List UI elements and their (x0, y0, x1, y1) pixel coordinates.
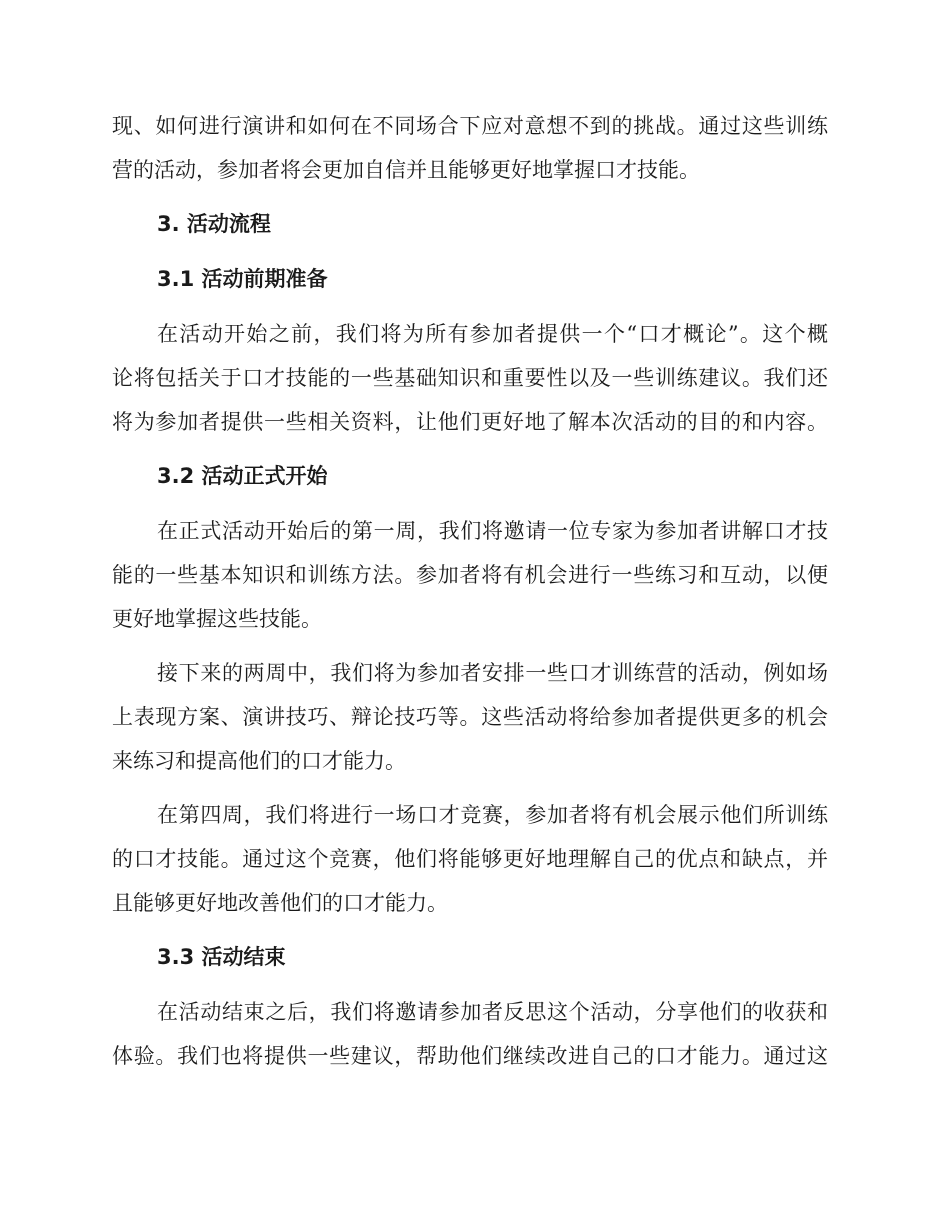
paragraph-line: 能的一些基本知识和训练方法。参加者将有机会进行一些练习和互动，以便 (112, 563, 828, 587)
paragraph-line: 的口才技能。通过这个竞赛，他们将能够更好地理解自己的优点和缺点，并 (112, 847, 828, 871)
paragraph-line: 上表现方案、演讲技巧、辩论技巧等。这些活动将给参加者提供更多的机会 (112, 705, 828, 729)
paragraph-line: 在活动结束之后，我们将邀请参加者反思这个活动，分享他们的收获和 (157, 1000, 828, 1024)
paragraph-3-3-1 (112, 990, 828, 1078)
paragraph-3-2-2 (112, 651, 828, 783)
paragraph-line: 接下来的两周中，我们将为参加者安排一些口才训练营的活动，例如场 (157, 661, 828, 685)
intro-paragraph (112, 104, 828, 192)
paragraph-line: 在活动开始之前，我们将为所有参加者提供一个“口才概论”。这个概 (157, 322, 828, 346)
section-heading-3: 3. 活动流程 (157, 212, 271, 236)
subsection-heading-3-3: 3.3 活动结束 (157, 945, 286, 969)
paragraph-3-2-3 (112, 793, 828, 925)
paragraph-line: 将为参加者提供一些相关资料，让他们更好地了解本次活动的目的和内容。 (112, 410, 828, 434)
paragraph-line: 现、如何进行演讲和如何在不同场合下应对意想不到的挑战。通过这些训练 (112, 114, 828, 138)
paragraph-line: 营的活动，参加者将会更加自信并且能够更好地掌握口才技能。 (112, 158, 700, 182)
paragraph-line: 来练习和提高他们的口才能力。 (112, 749, 406, 773)
paragraph-line: 且能够更好地改善他们的口才能力。 (112, 891, 448, 915)
paragraph-line: 体验。我们也将提供一些建议，帮助他们继续改进自己的口才能力。通过这 (112, 1044, 828, 1068)
document-page (112, 104, 828, 1088)
paragraph-3-1-1 (112, 312, 828, 444)
subsection-heading-3-1: 3.1 活动前期准备 (157, 267, 328, 291)
paragraph-3-2-1 (112, 509, 828, 641)
paragraph-line: 更好地掌握这些技能。 (112, 607, 322, 631)
subsection-heading-3-2: 3.2 活动正式开始 (157, 464, 328, 488)
paragraph-line: 论将包括关于口才技能的一些基础知识和重要性以及一些训练建议。我们还 (112, 366, 828, 390)
paragraph-line: 在第四周，我们将进行一场口才竞赛，参加者将有机会展示他们所训练 (157, 803, 828, 827)
paragraph-line: 在正式活动开始后的第一周，我们将邀请一位专家为参加者讲解口才技 (157, 519, 828, 543)
